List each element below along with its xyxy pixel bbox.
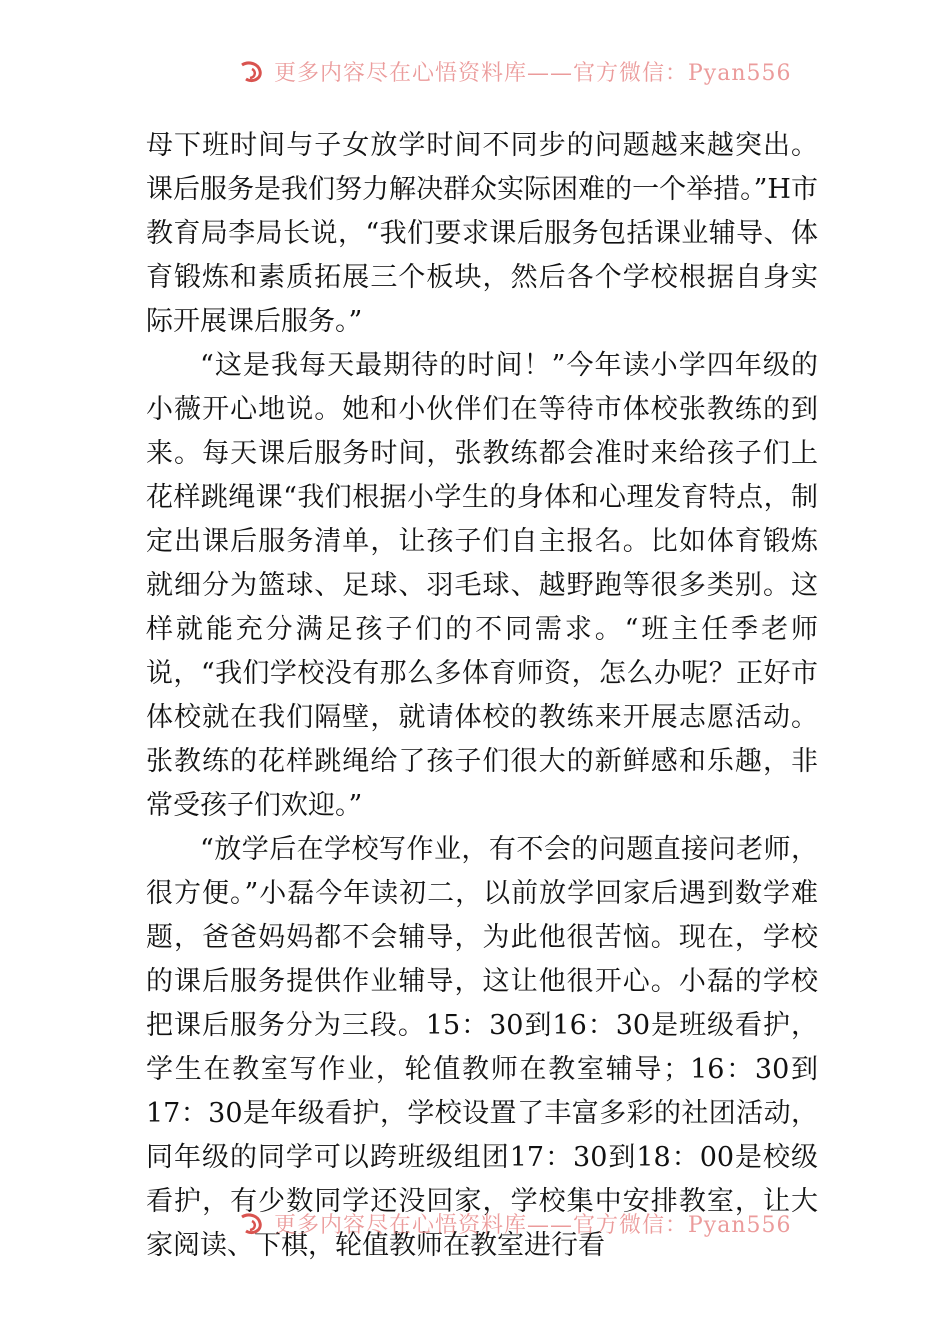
watermark-logo-icon — [238, 1211, 266, 1237]
paragraph: 母下班时间与子女放学时间不同步的问题越来越突出。课后服务是我们努力解决群众实际困难的一个举措。”H市教育局李局长说，“我们要求课后服务包括课业辅导、体育锻炼和素质拓展三个板块，然后各个学校根据自身实际开展课后服务。” — [146, 130, 818, 337]
watermark-text: 更多内容尽在心悟资料库——官方微信：Pyan556 — [274, 1213, 792, 1238]
paragraph: “放学后在学校写作业，有不会的问题直接问老师，很方便。”小磊今年读初二，以前放学回家后遇到数学难题，爸爸妈妈都不会辅导，为此他很苦恼。现在，学校的课后服务提供作业辅导，这让他很开心。小磊的学校把课后服务分为三段。15：30到16：30是班级看护，学生在教室写作业，轮值教师在教室辅导；16：30到17：30是年级看护，学校设置了丰富多彩的社团活动，同年级的同学可以跨班级组团17：30到18：00是校级看护，有少数同学还没回家，学校集中安排教室，让大家阅读、下棋，轮值教师在教室进行看 — [146, 834, 818, 1261]
paragraph: “这是我每天最期待的时间！”今年读小学四年级的小薇开心地说。她和小伙伴们在等待市体校张教练的到来。每天课后服务时间，张教练都会准时来给孩子们上花样跳绳课“我们根据小学生的身体和心理发育特点，制定出课后服务清单，让孩子们自主报名。比如体育锻炼就细分为篮球、足球、羽毛球、越野跑等很多类别。这样就能充分满足孩子们的不同需求。“班主任季老师说，“我们学校没有那么多体育师资，怎么办呢？正好市体校就在我们隔壁，就请体校的教练来开展志愿活动。张教练的花样跳绳给了孩子们很大的新鲜感和乐趣，非常受孩子们欢迎。” — [146, 350, 818, 821]
header-watermark — [0, 52, 950, 86]
watermark-text: 更多内容尽在心悟资料库——官方微信：Pyan556 — [274, 61, 792, 86]
document-body — [146, 124, 818, 1268]
footer-watermark — [0, 1204, 950, 1238]
watermark-logo-icon — [238, 59, 266, 85]
